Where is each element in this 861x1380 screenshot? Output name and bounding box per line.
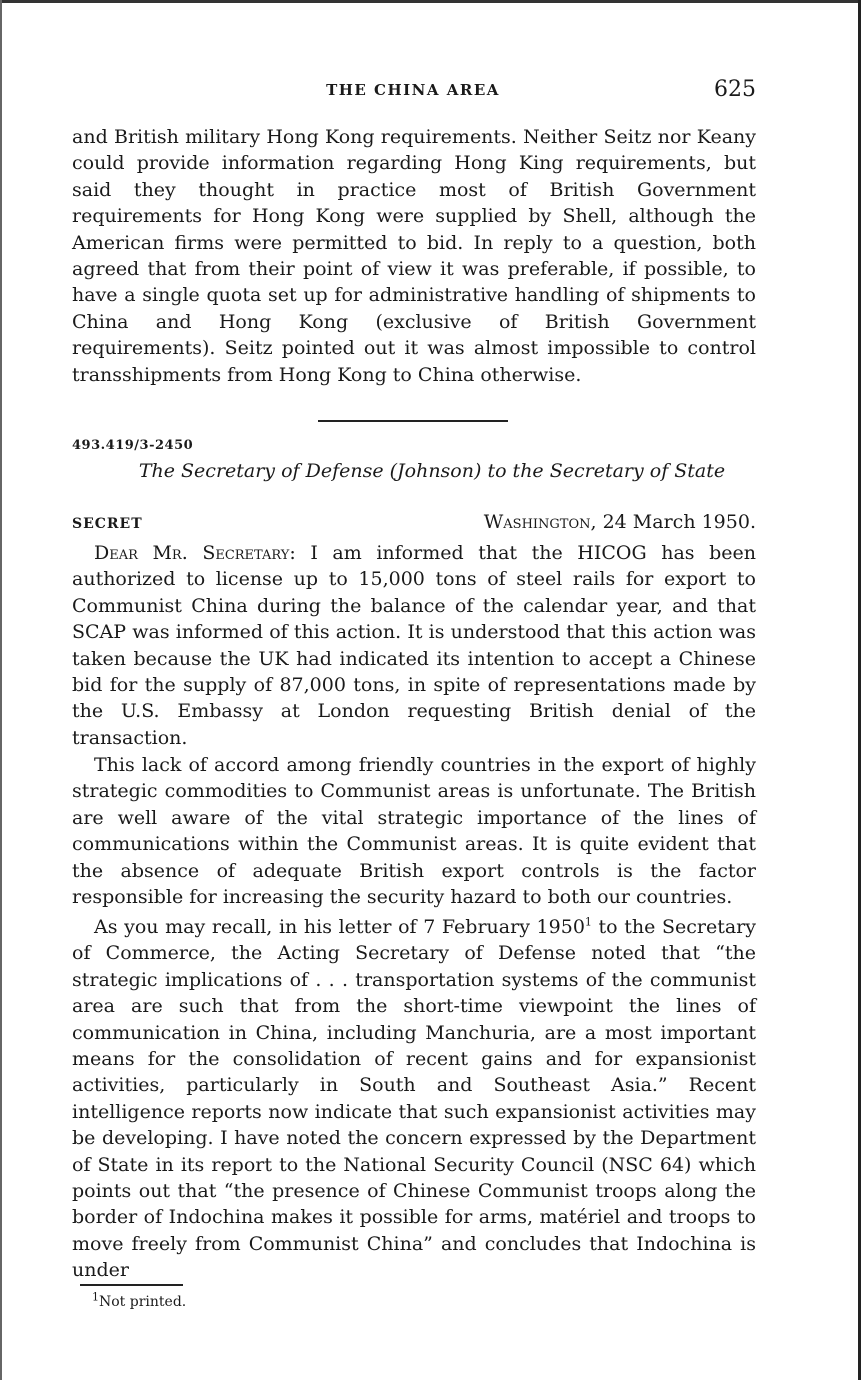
carryover-paragraph: and British military Hong Kong requirements. Neither Seitz nor Keany could provide information regarding Hong King requirements, but said they thought in practice most of British Government requirements for Hong Kong were supplied by Shell, although the American firms were permitted to bid. In reply to a question, both agreed that from their point of view it was preferable, if possible, to have a single quota set up for administrative handling of shipments to China and Hong Kong (exclusive of British Government requirements). Seitz pointed out it was almost impossible to control transshipments from Hong Kong to China otherwise. — [72, 126, 756, 386]
scan-top-edge — [0, 0, 861, 3]
footnote — [92, 1290, 187, 1310]
file-number: 493.419/3-2450 — [72, 438, 194, 453]
footnote-reference: 1 — [584, 915, 592, 929]
letter-paragraph-3 — [72, 914, 756, 1284]
section-divider — [318, 420, 508, 422]
letter-paragraph-2: This lack of accord among friendly countries in the export of highly strategic commodities to Communist areas is unfortunate. The British are well aware of the vital strategic importance of the lines of communications within the Communist areas. It is quite evident that the absence of adequate British export controls is the factor responsible for increasing the security hazard to both our countries. — [72, 754, 756, 909]
salutation-colon: : — [289, 542, 296, 564]
paragraph-3-part-2: to the Secretary of Commerce, the Acting Secretary of Defense noted that “the strategic implications of . . . transportation systems of the communist area are such that from the short-time viewpoint the lines of communication in China, including Manchuria, are a most important means for the consolidation of recent gains and for expansionist activities, particularly in South and Southeast Asia.” Recent intelligence reports now indicate that such expansionist activities may be developing. I have noted the concern expressed by the Department of State in its report to the National Security Council (NSC 64) which points out that “the presence of Chinese Communist troops along the border of Indochina makes it possible for arms, matériel and troops to move freely from Communist China” and concludes that Indochina is under — [72, 916, 756, 1282]
running-head — [70, 77, 756, 105]
running-title: THE CHINA AREA — [326, 81, 500, 99]
scan-left-edge — [0, 0, 2, 1380]
footnote-marker: 1 — [92, 1290, 99, 1304]
dateline-date: , 24 March 1950. — [590, 511, 756, 533]
paragraph-3-part-1: As you may recall, in his letter of 7 February 1950 — [94, 916, 585, 938]
letter-paragraph-1 — [72, 540, 756, 751]
footnote-text: Not printed. — [99, 1294, 187, 1310]
dateline — [484, 511, 756, 533]
classification-label: SECRET — [72, 516, 143, 532]
paragraph-1-body: I am informed that the HICOG has been authorized to license up to 15,000 tons of steel rails for export to Communist China during the balance of the calendar year, and that SCAP was informed of this action. It is understood that this action was taken because the UK had indicated its intention to accept a Chinese bid for the supply of 87,000 tons, in spite of representations made by the U.S. Embassy at London requesting British denial of the transaction. — [72, 542, 756, 749]
page-number: 625 — [714, 77, 756, 102]
salutation: Dear Mr. Secretary — [94, 542, 290, 564]
document-title: The Secretary of Defense (Johnson) to the Secretary of State — [138, 460, 726, 482]
footnote-divider — [80, 1284, 183, 1286]
dateline-city: Washington — [483, 511, 591, 533]
